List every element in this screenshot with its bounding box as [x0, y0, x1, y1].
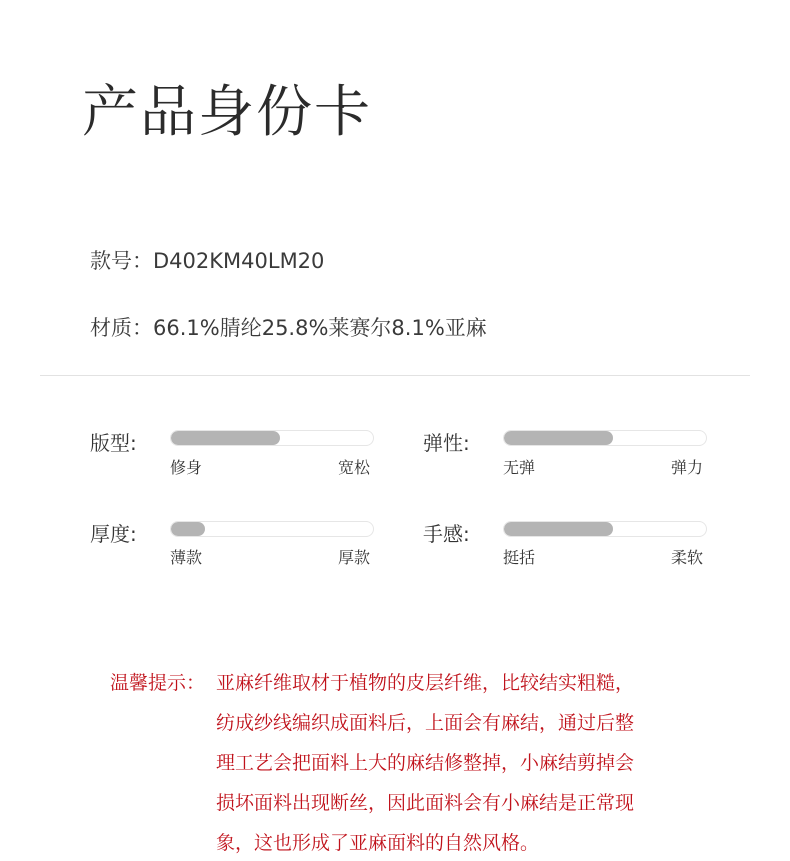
- attribute-max-label: 柔软: [671, 548, 704, 567]
- style-number: 款号：D402KM40LM20: [90, 249, 325, 273]
- attribute-bar-fill: [504, 522, 613, 536]
- attribute-label: 厚度:: [90, 522, 137, 546]
- attribute-max-label: 厚款: [338, 548, 371, 567]
- attribute-min-label: 挺括: [503, 548, 536, 567]
- attribute-max-label: 宽松: [338, 458, 371, 477]
- attribute-label: 版型:: [90, 431, 137, 455]
- attribute-bar-fill: [171, 522, 205, 536]
- attribute-bar: [503, 430, 707, 446]
- page-title: 产品身份卡: [82, 80, 372, 145]
- attribute-max-label: 弹力: [671, 458, 704, 477]
- attribute-bar: [503, 521, 707, 537]
- attribute-min-label: 无弹: [503, 458, 536, 477]
- attribute-label: 手感:: [423, 522, 470, 546]
- attribute-min-label: 薄款: [170, 548, 203, 567]
- attribute-bar-fill: [504, 431, 613, 445]
- notice-line: 亚麻纤维取材于植物的皮层纤维，比较结实粗糙，: [216, 672, 635, 694]
- attribute-bar: [170, 430, 374, 446]
- notice-line: 损坏面料出现断丝，因此面料会有小麻结是正常现: [216, 792, 635, 814]
- notice-heading: 温馨提示：: [110, 672, 206, 694]
- attribute-bar: [170, 521, 374, 537]
- notice-line: 纺成纱线编织成面料后，上面会有麻结，通过后整: [216, 712, 635, 734]
- attribute-label: 弹性:: [423, 431, 470, 455]
- material-composition: 材质：66.1%腈纶25.8%莱赛尔8.1%亚麻: [90, 316, 487, 340]
- divider: [40, 375, 750, 376]
- attribute-min-label: 修身: [170, 458, 203, 477]
- notice-line: 理工艺会把面料上大的麻结修整掉，小麻结剪掉会: [216, 752, 635, 774]
- attribute-bar-fill: [171, 431, 280, 445]
- notice-line: 象，这也形成了亚麻面料的自然风格。: [216, 832, 540, 854]
